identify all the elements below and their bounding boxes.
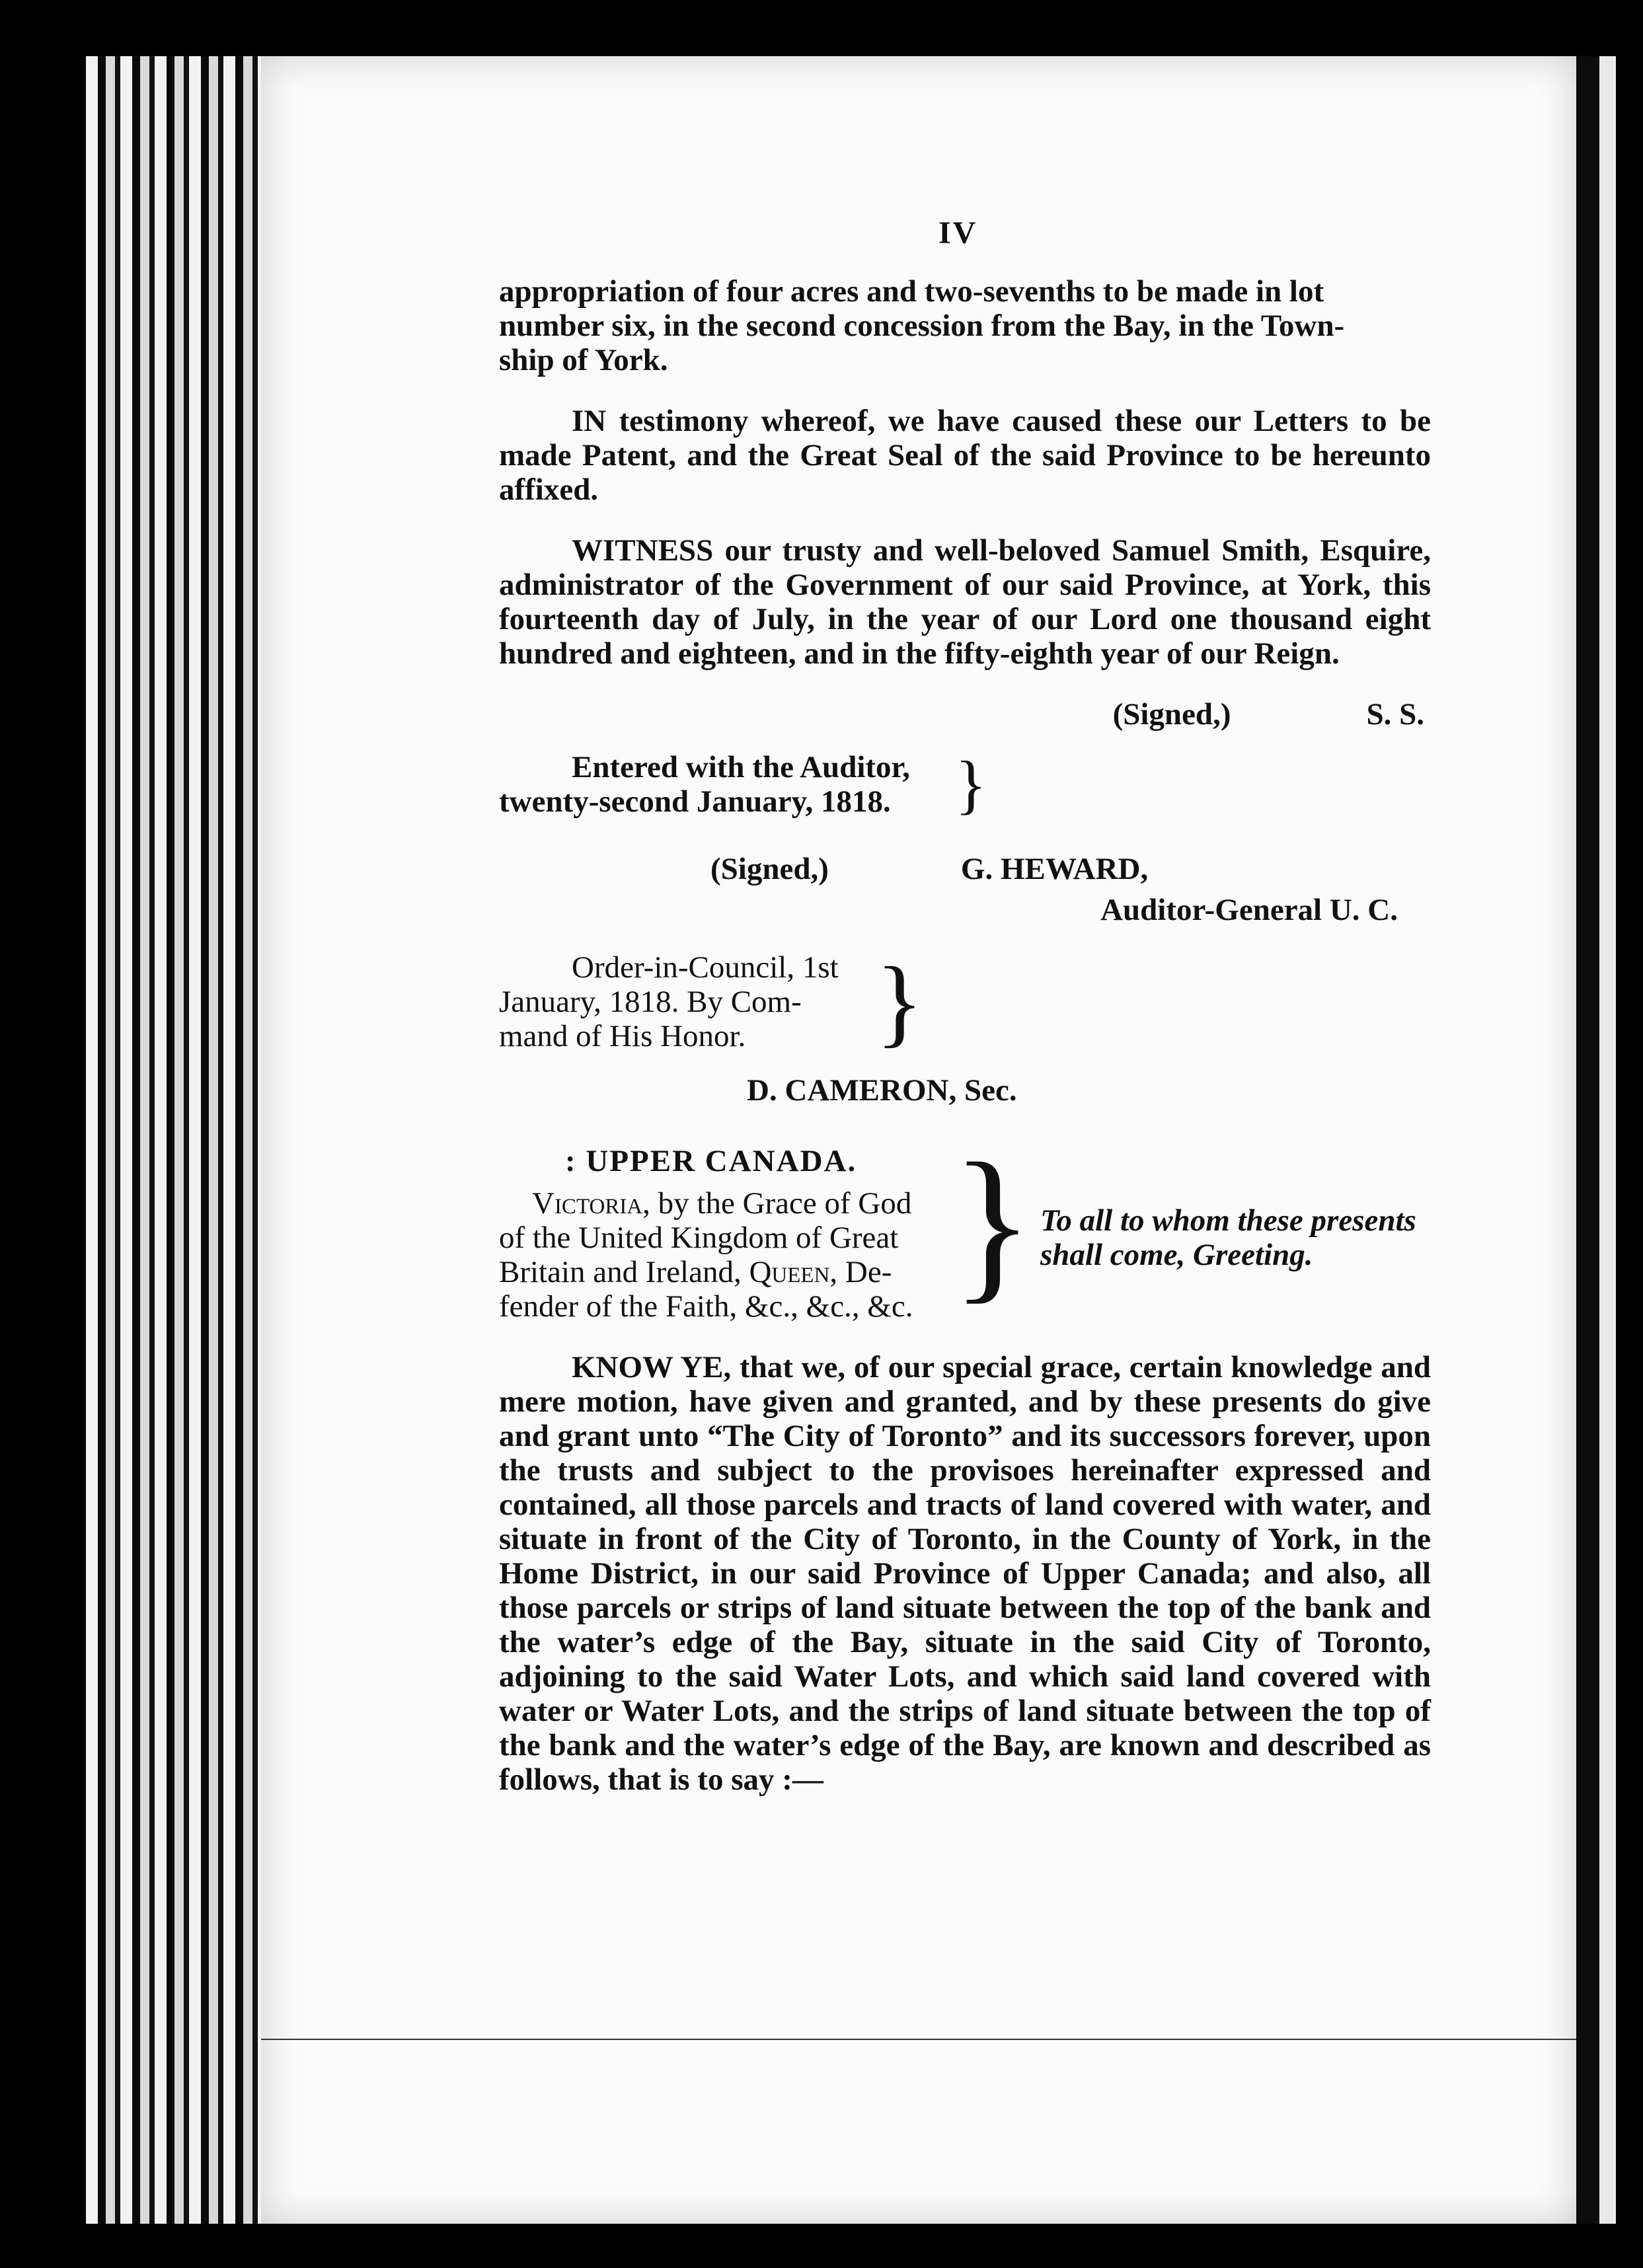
entered-block — [499, 747, 1431, 821]
auditor-title: Auditor-General U. C. — [1100, 893, 1398, 927]
text-line: appropriation of four acres and two-sevenths to be made in lot — [499, 274, 1324, 309]
greeting-text: To all to whom these presents shall come, Greeting. — [1040, 1203, 1416, 1272]
paragraph-testimony: IN testimony whereof, we have caused these our Letters to be made Patent, and the Great Seal of the said Province to be hereunto affixed. — [499, 404, 1431, 507]
victoria-text — [499, 1186, 944, 1324]
order-line-3: mand of His Honor. — [499, 1019, 746, 1053]
paragraph-witness: WITNESS our trusty and well-beloved Samuel Smith, Esquire, administrator of the Government of our said Province, at York, this fourteenth day of July, in the year of our Lord one thousand eight hundred and eighteen, and in the fifty-eighth year of our Reign. — [499, 533, 1431, 671]
entered-line-1: Entered with the Auditor, — [572, 750, 910, 784]
page-number: IV — [938, 215, 978, 250]
text-line: number six, in the second concession from the Bay, in the Town- — [499, 309, 1345, 343]
order-line-1: Order-in-Council, 1st — [572, 950, 839, 985]
signature-line — [499, 697, 1431, 732]
queen-word: Queen — [749, 1255, 830, 1289]
victoria-line-2: of the United Kingdom of Great — [499, 1221, 899, 1255]
upper-canada-block — [499, 1128, 1431, 1324]
victoria-line-3-pre: Britain and Ireland, — [499, 1255, 749, 1289]
document-body — [499, 205, 1431, 1797]
text-line: ship of York. — [499, 343, 668, 377]
victoria-line-3-post: , De- — [829, 1255, 892, 1289]
page-rule — [261, 2039, 1576, 2040]
victoria-line-1: by the Grace of God — [650, 1186, 912, 1221]
cameron-signature: D. CAMERON, Sec. — [747, 1073, 1017, 1108]
signed-label: (Signed,) — [1112, 697, 1231, 732]
heward-signature — [499, 852, 1431, 886]
book-edge-strips — [86, 56, 271, 2224]
entered-line-2: twenty-second January, 1818. — [499, 784, 891, 819]
upper-canada-heading: : UPPER CANADA. — [565, 1144, 857, 1178]
brace-glyph: } — [876, 947, 923, 1057]
heward-signed: (Signed,) — [710, 852, 829, 886]
brace-glyph: } — [955, 747, 987, 821]
signed-initials: S. S. — [1366, 697, 1424, 732]
brace-glyph: } — [951, 1128, 1034, 1318]
paragraph-appropriation — [499, 274, 1431, 377]
victoria-word: Victoria, — [532, 1186, 650, 1221]
order-block — [499, 947, 1431, 1057]
heward-name: G. HEWARD, — [960, 852, 1149, 886]
order-line-2: January, 1818. By Com- — [499, 985, 802, 1019]
victoria-line-4: fender of the Faith, &c., &c., &c. — [499, 1289, 913, 1324]
right-page-edge — [1576, 56, 1616, 2224]
paragraph-know-ye: KNOW YE, that we, of our special grace, certain knowledge and mere motion, have given and granted, and by these presents do give and grant unto “The City of Toronto” and its successors forever, upon the trusts and subject to the provisoes hereinafter expressed and contained, all those parcels and tracts of land covered with water, and situate in front of the City of Toronto, in the County of York, in the Home District, in our said Province of Upper Canada; and also, all those parcels or strips of land situate between the top of the bank and the water’s edge of the Bay, situate in the said City of Toronto, adjoining to the said Water Lots, and which said land covered with water or Water Lots, and the strips of land situate between the top of the bank and the water’s edge of the Bay, are known and described as follows, that is to say :— — [499, 1350, 1431, 1797]
